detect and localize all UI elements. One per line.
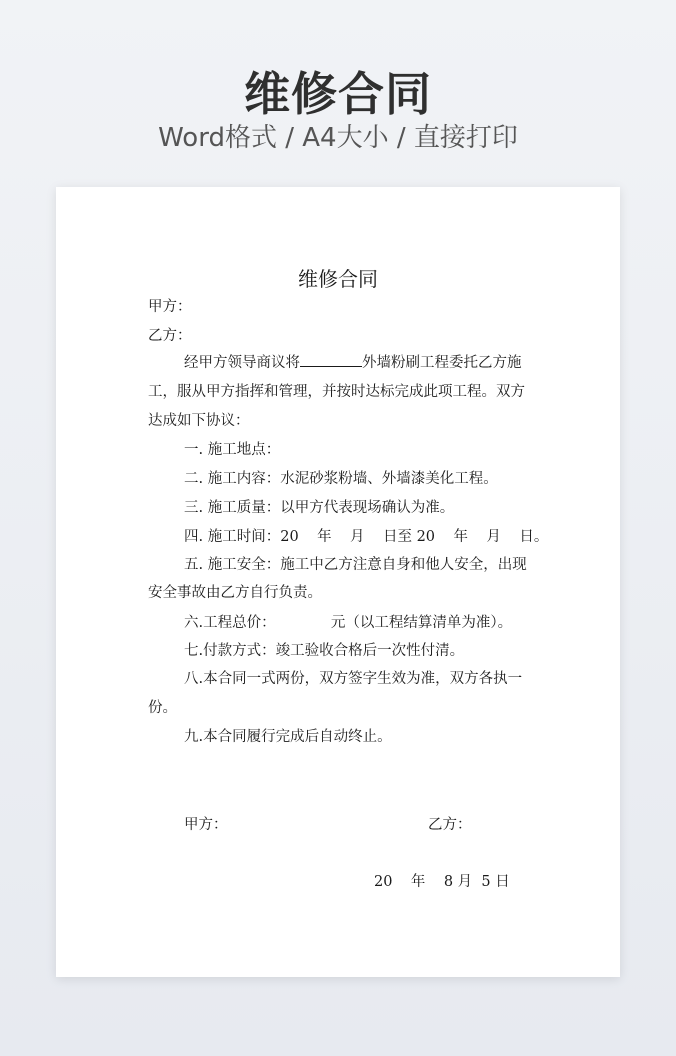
intro-line-1-before: 经甲方领导商议将: [184, 355, 300, 371]
intro-line-2: 工，服从甲方指挥和管理，并按时达标完成此项工程。双方: [148, 384, 525, 400]
project-name-blank: [300, 352, 362, 367]
clause-7: 七.付款方式：竣工验收合格后一次性付清。: [184, 643, 465, 659]
promo-title: 维修合同: [244, 67, 432, 121]
intro-line-3: 达成如下协议：: [148, 413, 250, 429]
clause-3: 三. 施工质量：以甲方代表现场确认为准。: [184, 500, 455, 516]
signing-date: 20 年 8 月 5 日: [374, 874, 510, 890]
clause-2: 二. 施工内容：水泥砂浆粉墙、外墙漆美化工程。: [184, 471, 498, 487]
signature-party-a: 甲方：: [184, 817, 228, 833]
party-b-label: 乙方：: [148, 328, 192, 344]
clause-4: 四. 施工时间：20 年 月 日至 20 年 月 日。: [184, 529, 549, 545]
document-title: 维修合同: [298, 267, 378, 291]
party-a-label: 甲方：: [148, 299, 192, 315]
clause-1: 一. 施工地点：: [184, 442, 281, 458]
clause-9: 九.本合同履行完成后自动终止。: [184, 729, 392, 745]
intro-line-1: [184, 351, 522, 372]
clause-5-line-2: 安全事故由乙方自行负责。: [148, 585, 322, 601]
clause-6: 六.工程总价： 元（以工程结算清单为准）。: [184, 615, 513, 631]
document-page: [56, 187, 620, 977]
clause-8-line-1: 八.本合同一式两份，双方签字生效为准，双方各执一: [184, 671, 523, 687]
signature-party-b: 乙方：: [428, 817, 472, 833]
intro-line-1-after: 外墙粉刷工程委托乙方施: [362, 355, 522, 371]
promo-subtitle: Word格式 / A4大小 / 直接打印: [158, 123, 518, 153]
clause-5-line-1: 五. 施工安全：施工中乙方注意自身和他人安全，出现: [184, 557, 527, 573]
clause-8-line-2: 份。: [148, 700, 177, 716]
